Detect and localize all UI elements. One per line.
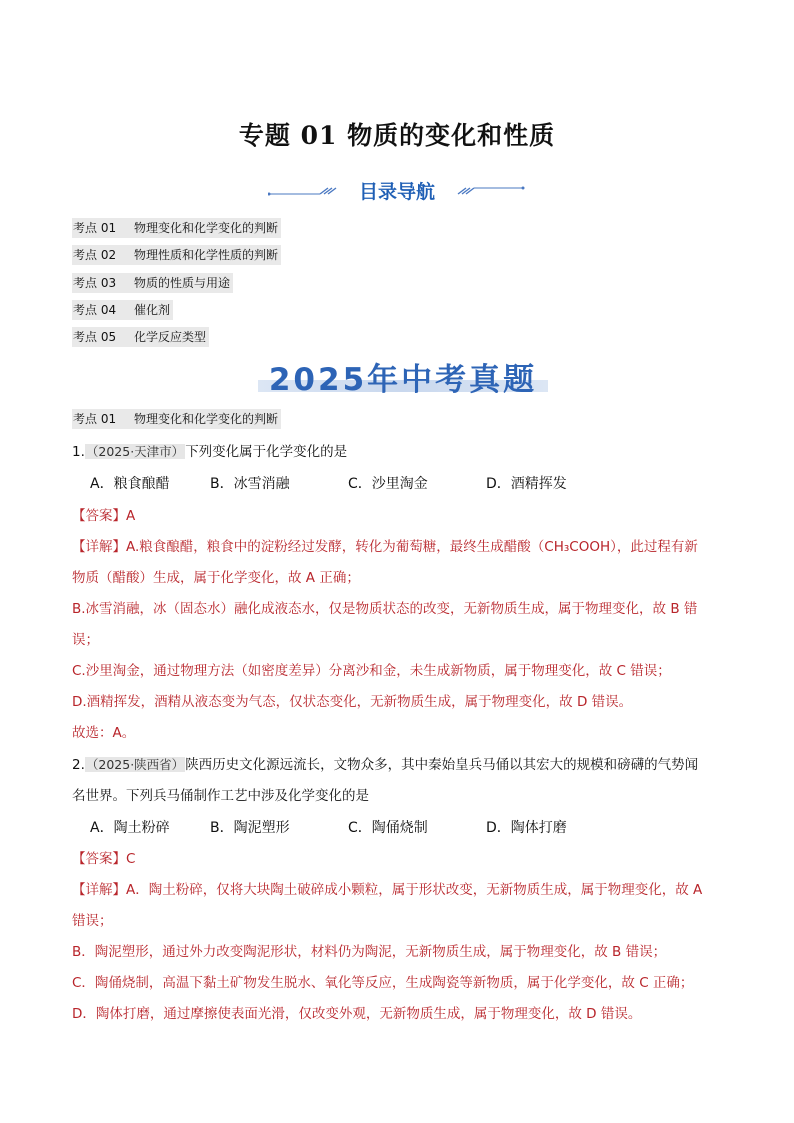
question-2-answer bbox=[72, 849, 724, 869]
toc-item-code: 考点 01 bbox=[73, 221, 117, 235]
question-number: 1. bbox=[72, 444, 85, 460]
toc-item[interactable] bbox=[72, 218, 732, 245]
answer-label: 【答案】 bbox=[72, 508, 126, 524]
detail-line: 【详解】A．陶土粉碎，仅将大块陶土破碎成小颗粒，属于形状改变，无新物质生成，属于物理变化，故 A bbox=[72, 882, 703, 898]
detail-line: 物质（醋酸）生成，属于化学变化，故 A 正确； bbox=[72, 570, 360, 586]
toc-banner bbox=[268, 176, 526, 206]
question-stem-line: 名世界。下列兵马俑制作工艺中涉及化学变化的是 bbox=[72, 788, 369, 804]
toc-item-label: 化学反应类型 bbox=[134, 330, 207, 345]
detail-line: D．陶体打磨，通过摩擦使表面光滑，仅改变外观，无新物质生成，属于物理变化，故 D 错误。 bbox=[72, 1006, 642, 1022]
section-code: 考点 01 bbox=[73, 412, 117, 426]
option-c: C．沙里淘金 bbox=[348, 476, 428, 492]
question-1-detail bbox=[72, 537, 724, 754]
question-2-detail bbox=[72, 880, 724, 1035]
answer-value: A bbox=[126, 508, 136, 524]
year-banner-text: 2025年中考真题 bbox=[268, 362, 538, 398]
option-d: D．酒精挥发 bbox=[486, 476, 567, 492]
detail-line: 故选：A。 bbox=[72, 725, 136, 741]
detail-label: 【详解】 bbox=[72, 882, 126, 898]
toc-item-label: 物理性质和化学性质的判断 bbox=[134, 248, 279, 263]
page-title: 专题 01 物质的变化和性质 bbox=[238, 121, 556, 150]
detail-line: C.沙里淘金，通过物理方法（如密度差异）分离沙和金，未生成新物质，属于物理变化，故 C 错误； bbox=[72, 663, 671, 679]
option-a: A．粮食酿醋 bbox=[90, 476, 170, 492]
question-stem: 陕西历史文化源远流长，文物众多，其中秦始皇兵马俑以其宏大的规模和磅礴的气势闻 bbox=[185, 757, 699, 773]
toc-item[interactable] bbox=[72, 327, 732, 354]
detail-line: 【详解】A.粮食酿醋，粮食中的淀粉经过发酵，转化为葡萄糖，最终生成醋酸（CH₃COOH），此过程有新 bbox=[72, 539, 698, 555]
toc-banner-text: 目录导航 bbox=[358, 181, 435, 203]
detail-label: 【详解】 bbox=[72, 539, 126, 555]
question-stem: 下列变化属于化学变化的是 bbox=[185, 444, 348, 460]
toc-item-code: 考点 03 bbox=[73, 275, 117, 290]
toc-item-label: 催化剂 bbox=[134, 302, 171, 317]
table-of-contents bbox=[72, 218, 732, 354]
toc-item-label: 物质的性质与用途 bbox=[134, 275, 231, 290]
detail-line: 错误； bbox=[72, 913, 113, 929]
year-banner bbox=[258, 354, 548, 396]
answer-value: C bbox=[126, 851, 136, 867]
toc-item[interactable] bbox=[72, 245, 732, 272]
question-source: （2025·陕西省） bbox=[85, 757, 185, 772]
detail-line: C．陶俑烧制，高温下黏土矿物发生脱水、氧化等反应，生成陶瓷等新物质，属于化学变化，故 C 正确； bbox=[72, 975, 694, 991]
toc-item-code: 考点 05 bbox=[73, 330, 117, 345]
answer-label: 【答案】 bbox=[72, 851, 126, 867]
detail-line: B．陶泥塑形，通过外力改变陶泥形状，材料仍为陶泥，无新物质生成，属于物理变化，故 B 错误； bbox=[72, 944, 667, 960]
option-a: A．陶土粉碎 bbox=[90, 820, 170, 836]
question-1-stem bbox=[72, 442, 724, 462]
section-label: 物理变化和化学变化的判断 bbox=[134, 412, 279, 426]
toc-item[interactable] bbox=[72, 300, 732, 327]
question-1-answer bbox=[72, 506, 724, 526]
option-b: B．冰雪消融 bbox=[210, 476, 290, 492]
detail-line: 误； bbox=[72, 632, 99, 648]
detail-line: D.酒精挥发，酒精从液态变为气态，仅状态变化，无新物质生成，属于物理变化，故 D 错误。 bbox=[72, 694, 633, 710]
toc-item-code: 考点 02 bbox=[73, 248, 117, 263]
option-c: C．陶俑烧制 bbox=[348, 820, 428, 836]
question-number: 2. bbox=[72, 757, 85, 773]
toc-item-label: 物理变化和化学变化的判断 bbox=[134, 221, 279, 235]
toc-item-code: 考点 04 bbox=[73, 302, 117, 317]
option-d: D．陶体打磨 bbox=[486, 820, 567, 836]
question-2-stem bbox=[72, 755, 724, 817]
toc-item[interactable] bbox=[72, 273, 732, 300]
option-b: B．陶泥塑形 bbox=[210, 820, 290, 836]
section-heading bbox=[72, 409, 281, 429]
question-source: （2025·天津市） bbox=[85, 444, 185, 459]
detail-line: B.冰雪消融，冰（固态水）融化成液态水，仅是物质状态的改变，无新物质生成，属于物理变化，故 B 错 bbox=[72, 601, 698, 617]
